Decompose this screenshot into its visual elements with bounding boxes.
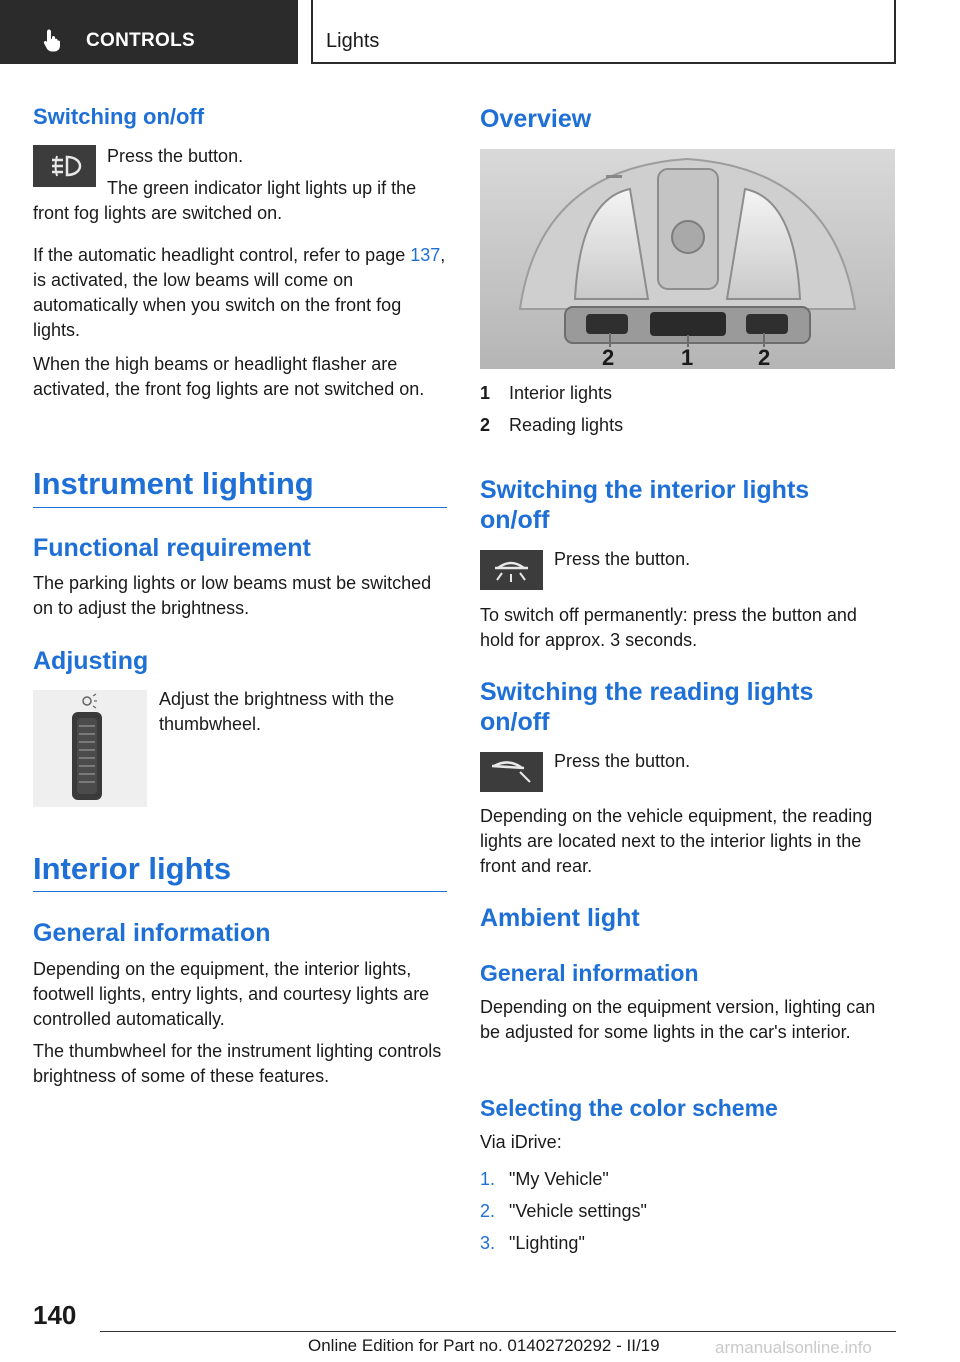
- reading-switch-text: Depending on the vehicle equipment, the reading lights are located next to the interior lights in the front and rear.: [480, 806, 873, 876]
- edition-text: Online Edition for Part no. 01402720292 - II/19: [308, 1336, 660, 1355]
- fog-press-text: Press the button.: [107, 146, 244, 166]
- fog-indicator-text: The green indicator light lights up if the front fog lights are switched on.: [33, 178, 417, 223]
- via-idrive-text: Via iDrive:: [480, 1132, 562, 1152]
- ambient-general-heading: General information: [480, 960, 699, 986]
- page-number: 140: [33, 1300, 77, 1330]
- interior-light-icon: [480, 550, 543, 590]
- interior-rule: [33, 891, 447, 892]
- interior-switch-heading-line1: Switching the interior lights: [480, 476, 810, 504]
- section-tab: [0, 0, 298, 64]
- legend-num: 1: [480, 383, 491, 403]
- ambient-heading: Ambient light: [480, 904, 640, 932]
- fog-highbeam-text: When the high beams or headlight flasher are activated, the front fog lights are not switched on.: [33, 354, 425, 399]
- step-label: "My Vehicle": [509, 1169, 609, 1189]
- legend-row: [480, 415, 895, 439]
- adjusting-text: Adjust the brightness with the thumbwheel.: [159, 689, 395, 734]
- hand-pointer-icon: [42, 28, 64, 52]
- step-label: "Vehicle settings": [509, 1201, 647, 1221]
- thumbwheel-image: [33, 690, 147, 807]
- footer-rule: [100, 1331, 896, 1332]
- step-label: "Lighting": [509, 1233, 585, 1253]
- reading-switch-heading-line1: Switching the reading lights: [480, 678, 814, 706]
- reading-light-icon: [480, 752, 543, 792]
- reading-light-button-image: [480, 752, 543, 792]
- step-item: [480, 1233, 895, 1257]
- step-num: 1.: [480, 1169, 496, 1189]
- reading-press-text: Press the button.: [554, 751, 691, 771]
- callout-2-left: 2: [602, 345, 615, 369]
- reading-switch-heading-line2: on/off: [480, 708, 550, 736]
- page-link-137[interactable]: 137: [410, 245, 441, 265]
- section-label: CONTROLS: [86, 30, 196, 51]
- callout-1: 1: [681, 345, 694, 369]
- legend-row: [480, 383, 895, 407]
- watermark: armanualsonline.info: [715, 1338, 872, 1357]
- functional-heading: Functional requirement: [33, 534, 311, 562]
- thumbwheel-info-text: The thumbwheel for the instrument lighting controls brightness of some of these features.: [33, 1041, 442, 1086]
- general-info-heading: General information: [33, 919, 271, 947]
- color-scheme-heading: Selecting the color scheme: [480, 1095, 778, 1121]
- overhead-console-photo: [480, 149, 895, 369]
- step-num: 3.: [480, 1233, 496, 1253]
- fog-heading: Switching on/off: [33, 104, 205, 129]
- step-num: 2.: [480, 1201, 496, 1221]
- interior-switch-text: To switch off permanently: press the button and hold for approx. 3 seconds.: [480, 605, 857, 650]
- legend-label: Reading lights: [509, 415, 624, 435]
- instrument-rule: [33, 507, 447, 508]
- ambient-general-text: Depending on the equipment version, lighting can be adjusted for some lights in the car's interior.: [480, 997, 876, 1042]
- callout-2-right: 2: [758, 345, 771, 369]
- instrument-heading: Instrument lighting: [33, 466, 314, 501]
- step-item: [480, 1201, 895, 1225]
- chapter-tab: [311, 0, 896, 64]
- legend-num: 2: [480, 415, 491, 435]
- overhead-console-illustration: [480, 149, 895, 369]
- thumbwheel-icon: [33, 690, 147, 807]
- interior-press-text: Press the button.: [554, 549, 691, 569]
- fog-auto-text: If the automatic headlight control, refer to page 137, is activated, the low beams will come on automatically when you switch on the front fog lights.: [33, 245, 446, 340]
- overview-heading: Overview: [480, 105, 592, 133]
- interior-light-button-image: [480, 550, 543, 590]
- general-info-text: Depending on the equipment, the interior lights, footwell lights, entry lights, and courtesy lights are controlled automatically.: [33, 959, 430, 1029]
- step-item: [480, 1169, 895, 1193]
- interior-heading: Interior lights: [33, 851, 232, 886]
- adjusting-heading: Adjusting: [33, 647, 149, 675]
- interior-switch-heading-line2: on/off: [480, 506, 550, 534]
- functional-text: The parking lights or low beams must be switched on to adjust the brightness.: [33, 573, 432, 618]
- legend-label: Interior lights: [509, 383, 613, 403]
- chapter-label: Lights: [326, 30, 380, 52]
